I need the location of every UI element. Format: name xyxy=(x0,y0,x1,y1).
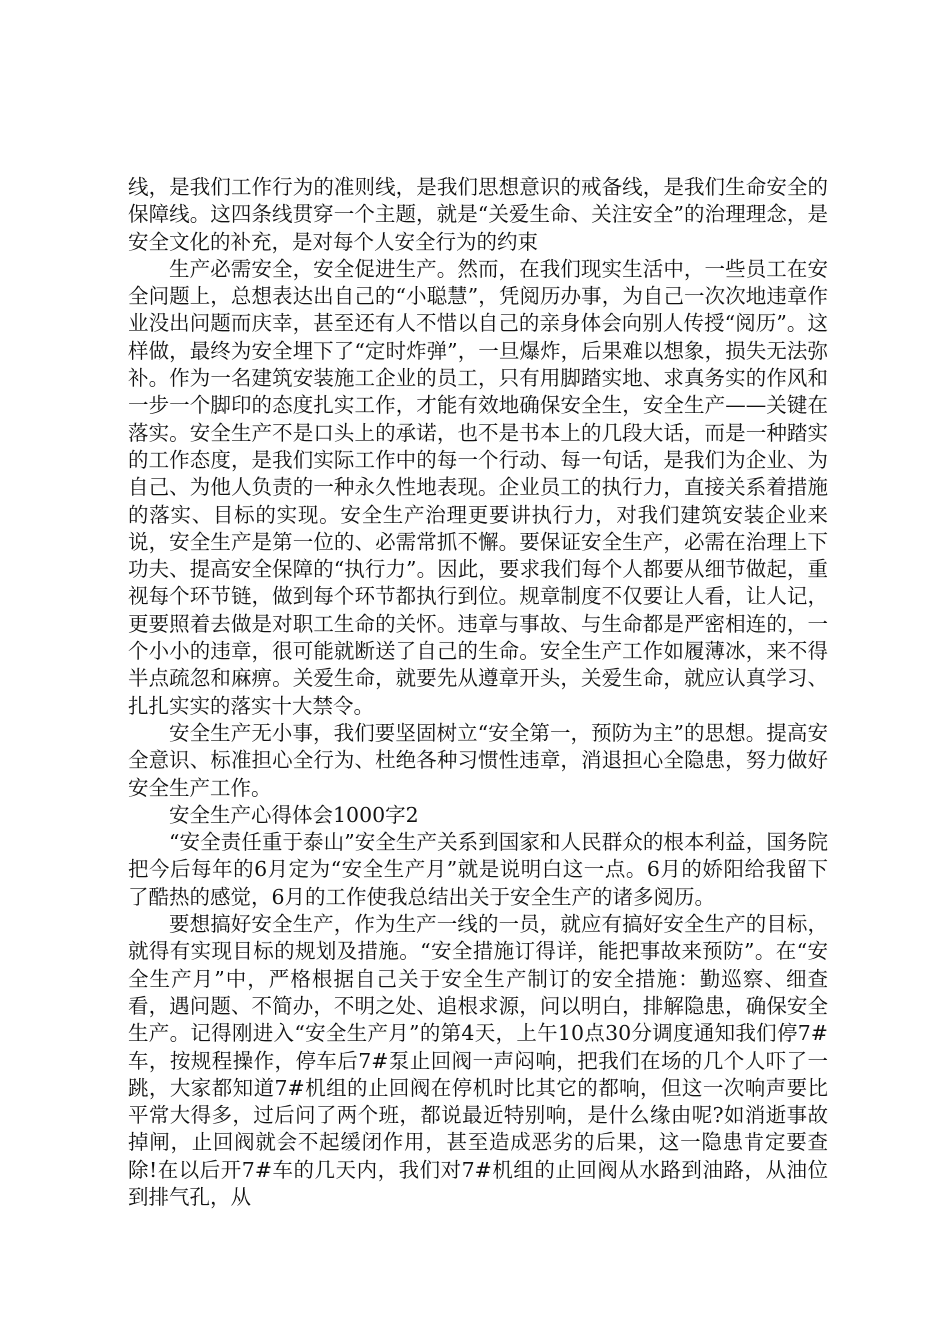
paragraph-no-small-matter: 安全生产无小事，我们要坚固树立“安全第一，预防为主”的思想。提高安全意识、标准担心全行为、杜绝各种习惯性违章，消退担心全隐患，努力做好安全生产工作。 xyxy=(128,720,828,800)
paragraph-safety-month: “安全责任重于泰山”安全生产关系到国家和人民群众的根本利益，国务院把今后每年的6月定为“安全生产月”就是说明白这一点。6月的娇阳给我留下了酷热的感觉，6月的工作使我总结出关于安全生产的诸多阅历。 xyxy=(128,830,828,909)
paragraph-safety-lines: 线，是我们工作行为的准则线，是我们思想意识的戒备线，是我们生命安全的保障线。这四条线贯穿一个主题，就是“关爱生命、关注安全”的治理理念，是安全文化的补充，是对每个人安全行为的约束 xyxy=(128,175,828,254)
document-body xyxy=(128,174,828,1211)
section-heading: 安全生产心得体会1000字2 xyxy=(169,802,419,827)
paragraph-safety-measures: 要想搞好安全生产，作为生产一线的一员，就应有搞好安全生产的目标，就得有实现目标的规划及措施。“安全措施订得详，能把事故来预防”。在“安全生产月”中，严格根据自己关于安全生产制订的安全措施：勤巡察、细查看，遇问题、不简办，不明之处、追根求源，问以明白，排解隐患，确保安全生产。记得刚进入“安全生产月”的第4天，上午10点30分调度通知我们停7#车，按规程操作，停车后7#泵止回阀一声闷响，把我们在场的几个人吓了一跳，大家都知道7#机组的止回阀在停机时比其它的都响，但这一次响声要比平常大得多，过后问了两个班，都说最近特别响，是什么缘由呢?如消逝事故掉闸，止回阀就会不起缓闭作用，甚至造成恶劣的后果，这一隐患肯定要查除!在以后开7#车的几天内，我们对7#机组的止回阀从水路到油路，从油位到排气孔，从 xyxy=(128,912,828,1209)
paragraph-production-safety: 生产必需安全，安全促进生产。然而，在我们现实生活中，一些员工在安全问题上，总想表达出自己的“小聪慧”，凭阅历办事，为自己一次次地违章作业没出问题而庆幸，甚至还有人不惜以自己的亲身体会向别人传授“阅历”。这样做，最终为安全埋下了“定时炸弹”，一旦爆炸，后果难以想象，损失无法弥补。作为一名建筑安装施工企业的员工，只有用脚踏实地、求真务实的作风和一步一个脚印的态度扎实工作，才能有效地确保安全生，安全生产——关键在落实。安全生产不是口头上的承诺，也不是书本上的几段大话，而是一种踏实的工作态度，是我们实际工作中的每一个行动、每一句话，是我们为企业、为自己、为他人负责的一种永久性地表现。企业员工的执行力，直接关系着措施的落实、目标的实现。安全生产治理更要讲执行力，对我们建筑安装企业来说，安全生产是第一位的、必需常抓不懈。要保证安全生产，必需在治理上下功夫、提高安全保障的“执行力”。因此，要求我们每个人都要从细节做起，重视每个环节链，做到每个环节都执行到位。规章制度不仅要让人看，让人记，更要照着去做是对职工生命的关怀。违章与事故、与生命都是严密相连的，一个小小的违章，很可能就断送了自己的生命。安全生产工作如履薄冰，来不得半点疏忽和麻痹。关爱生命，就要先从遵章开头，关爱生命，就应认真学习、扎扎实实的落实十大禁令。 xyxy=(128,256,828,718)
